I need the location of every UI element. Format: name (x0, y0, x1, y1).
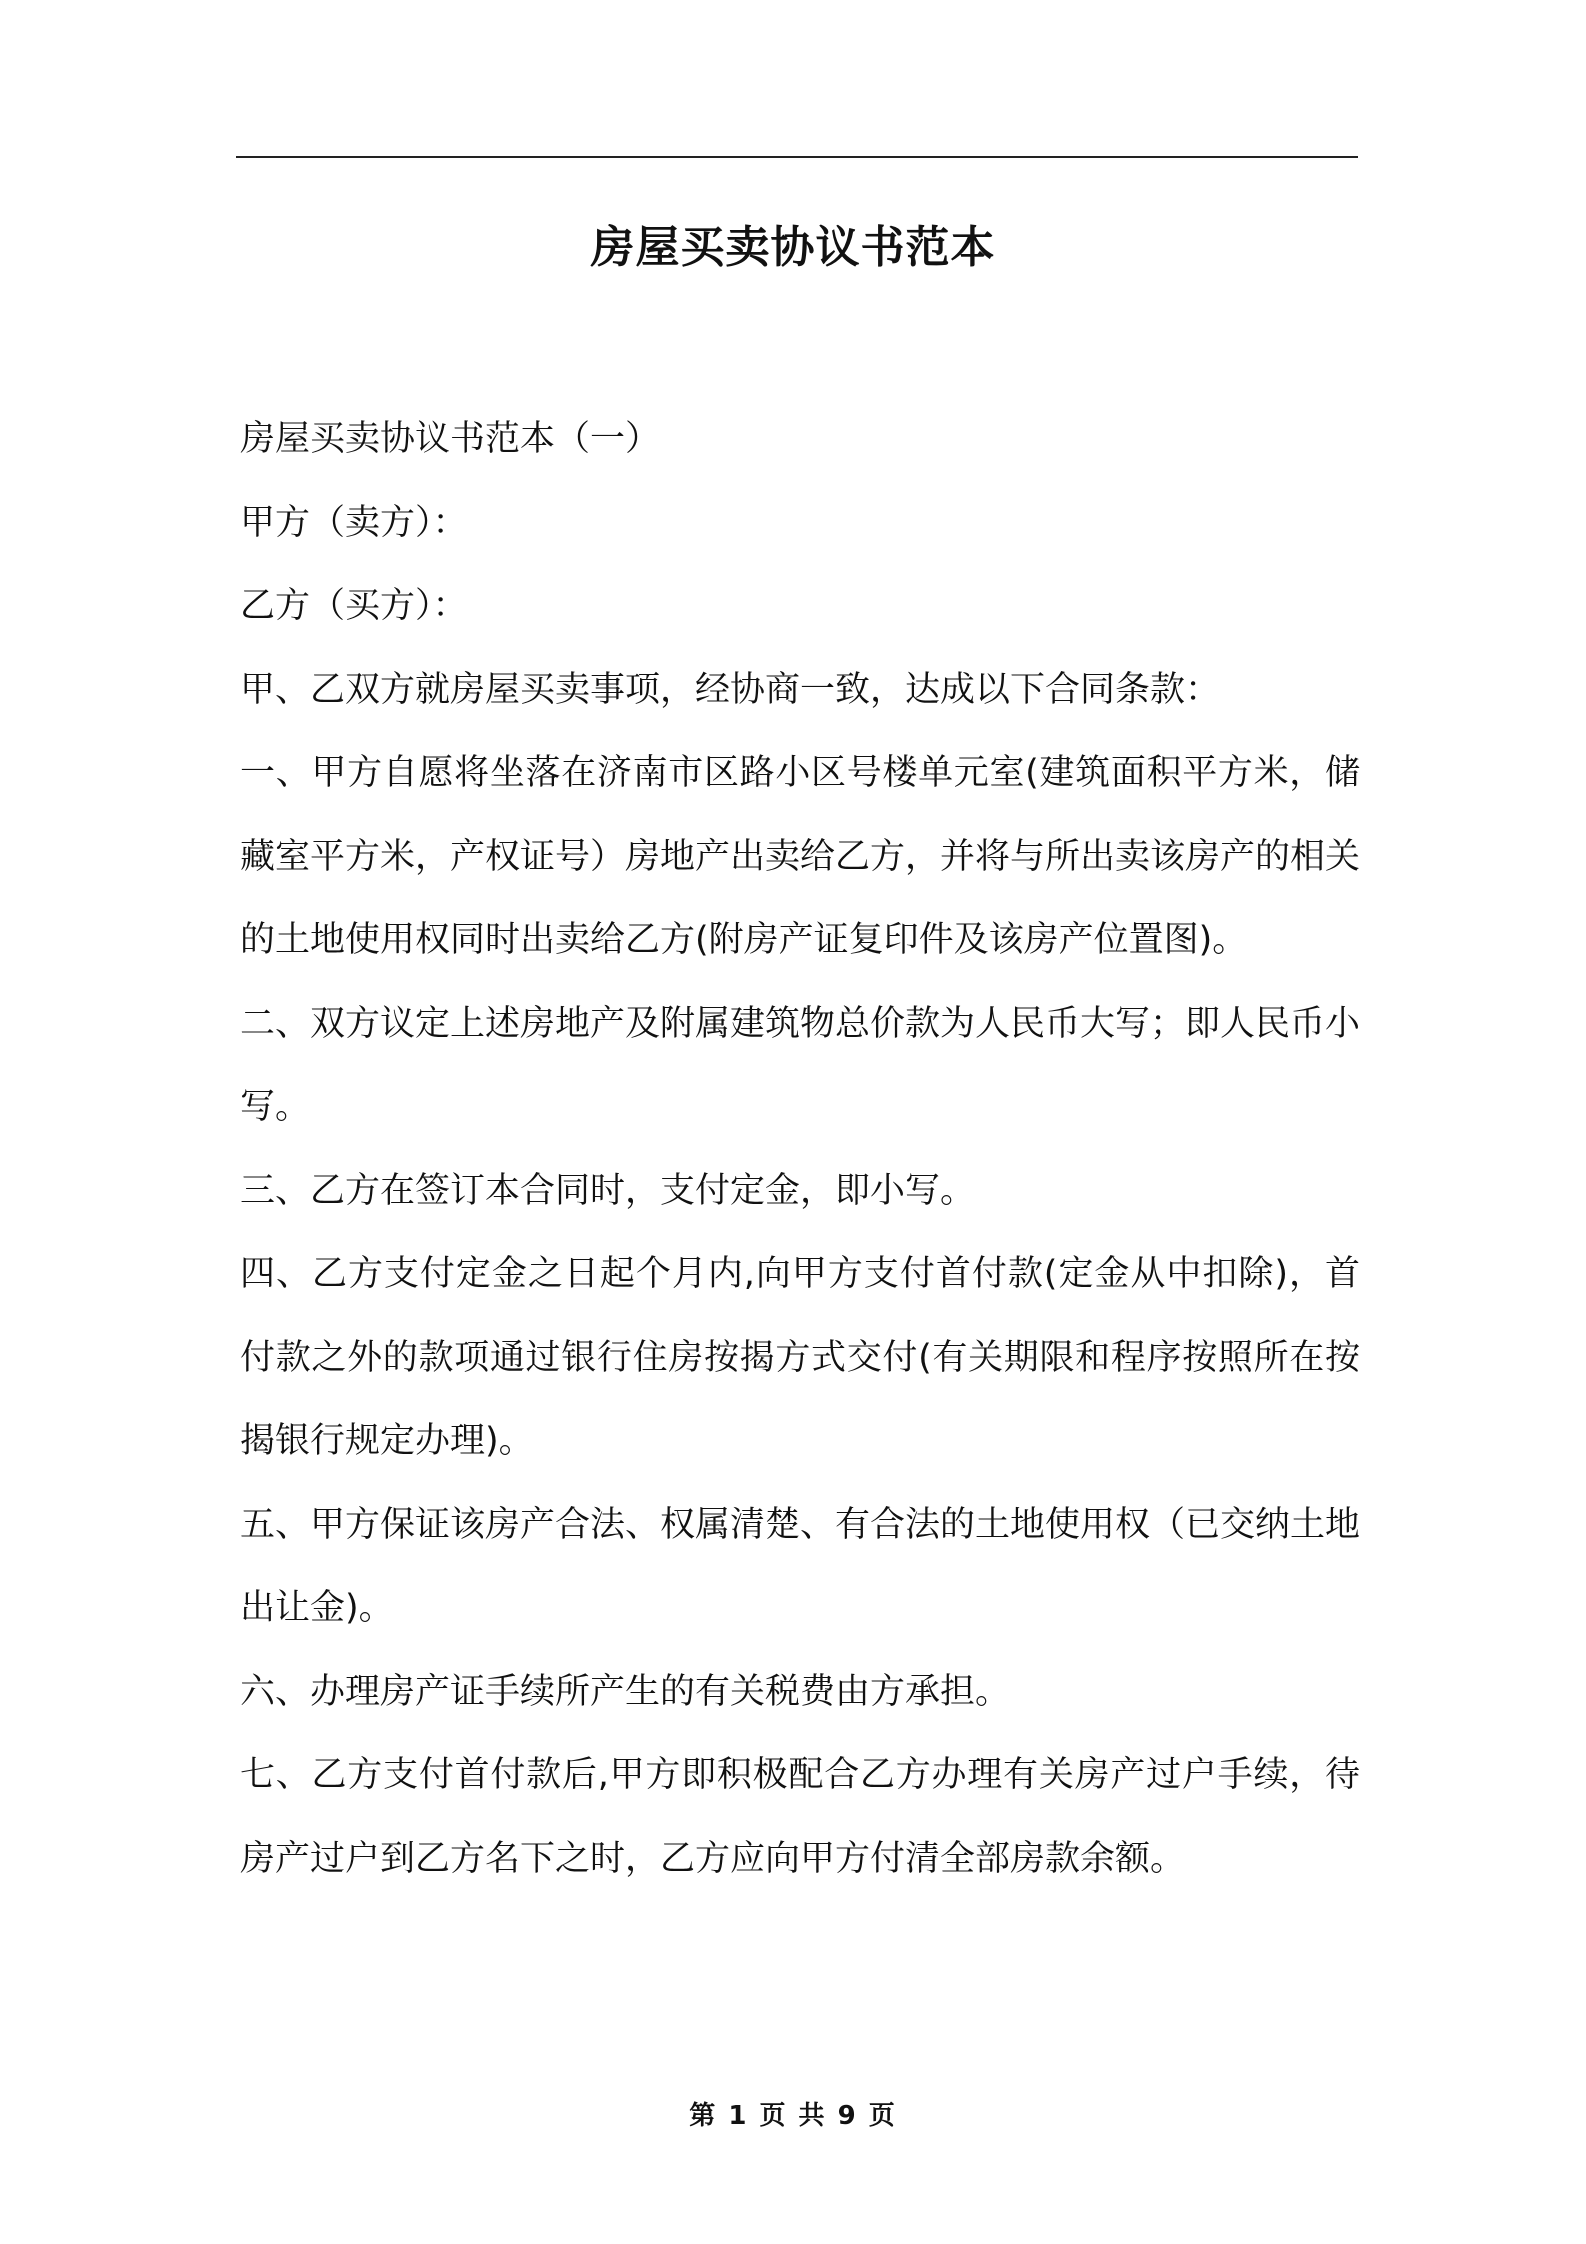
document-body (240, 398, 1360, 1901)
clause-3: 三、乙方在签订本合同时，支付定金，即小写。 (240, 1170, 976, 1211)
clause-1: 一、甲方自愿将坐落在济南市区路小区号楼单元室(建筑面积平方米，储藏室平方米，产权证号）房地产出卖给乙方，并将与所出卖该房产的相关的土地使用权同时出卖给乙方(附房产证复印件及该房产位置图)。 (240, 753, 1361, 960)
preamble-paragraph: 甲、乙双方就房屋买卖事项，经协商一致，达成以下合同条款： (240, 669, 1221, 710)
section-heading: 房屋买卖协议书范本（一） (240, 419, 661, 459)
clause-2: 二、双方议定上述房地产及附属建筑物总价款为人民币大写；即人民币小写。 (240, 1003, 1361, 1127)
page-number: 第 1 页 共 9 页 (689, 2101, 897, 2131)
party-a-line: 甲方（卖方）： (240, 502, 468, 543)
clause-6: 六、办理房产证手续所产生的有关税费由方承担。 (240, 1671, 1011, 1712)
clause-7: 七、乙方支付首付款后,甲方即积极配合乙方办理有关房产过户手续，待房产过户到乙方名下之时，乙方应向甲方付清全部房款余额。 (240, 1755, 1360, 1879)
header-rule (236, 156, 1358, 158)
document-title: 房屋买卖协议书范本 (590, 222, 996, 273)
clause-5: 五、甲方保证该房产合法、权属清楚、有合法的土地使用权（已交纳土地出让金)。 (240, 1504, 1361, 1628)
clause-4: 四、乙方支付定金之日起个月内,向甲方支付首付款(定金从中扣除)，首付款之外的款项通过银行住房按揭方式交付(有关期限和程序按照所在按揭银行规定办理)。 (240, 1254, 1360, 1461)
party-b-line: 乙方（买方）： (240, 586, 468, 626)
